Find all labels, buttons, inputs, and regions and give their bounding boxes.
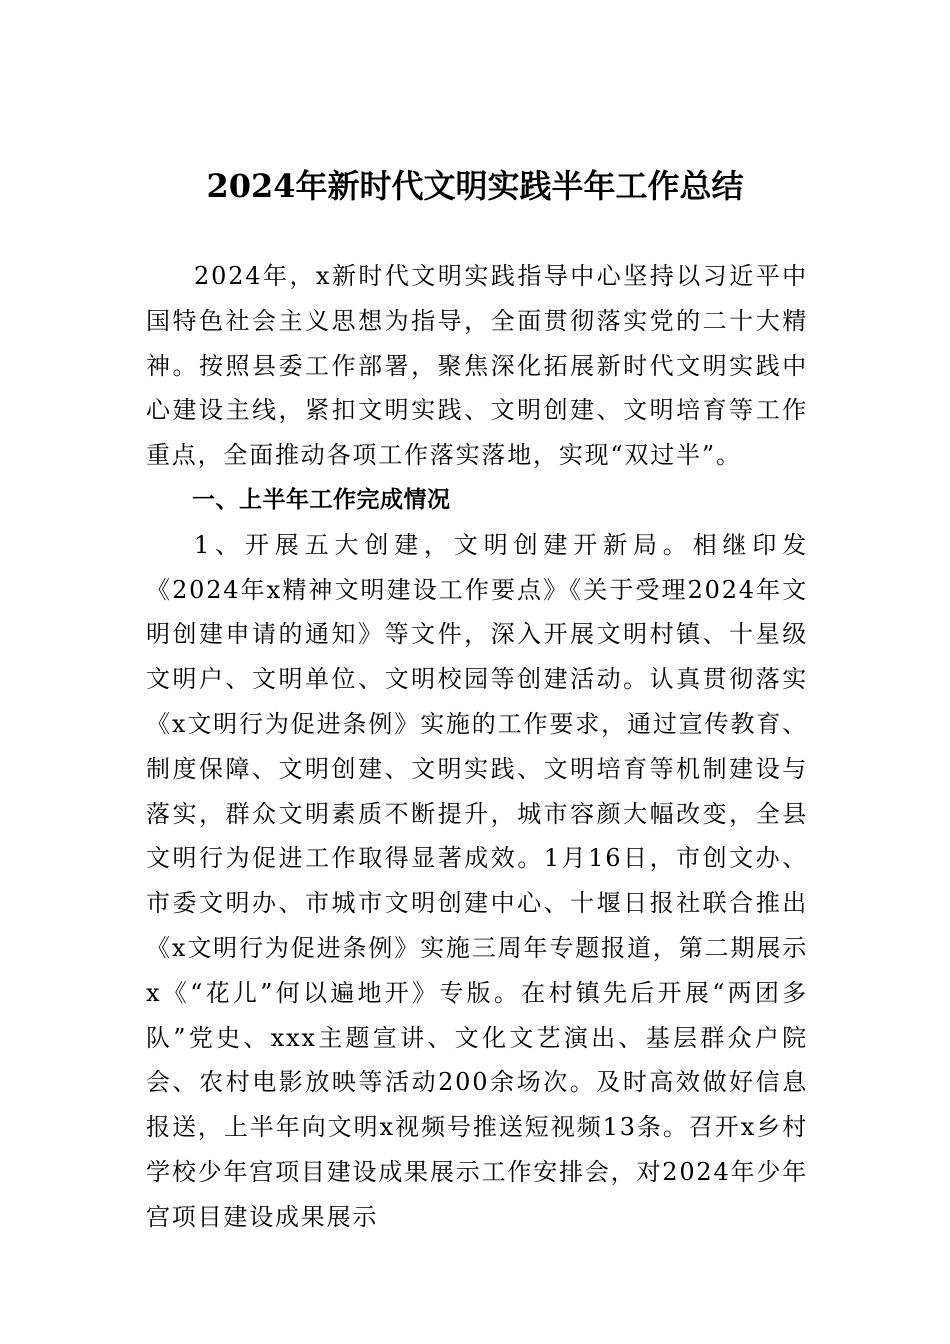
document-body [146, 254, 808, 1240]
intro-paragraph: 2024年，x新时代文明实践指导中心坚持以习近平中国特色社会主义思想为指导，全面贯彻落实党的二十大精神。按照县委工作部署，聚焦深化拓展新时代文明实践中心建设主线，紧扣文明实践、文明创建、文明培育等工作重点，全面推动各项工作落实落地，实现“双过半”。 [146, 262, 808, 470]
section-paragraph: 1、开展五大创建，文明创建开新局。相继印发《2024年x精神文明建设工作要点》《关于受理2024年文明创建申请的通知》等文件，深入开展文明村镇、十星级文明户、文明单位、文明校园等创建活动。认真贯彻落实《x文明行为促进条例》实施的工作要求，通过宣传教育、制度保障、文明创建、文明实践、文明培育等机制建设与落实，群众文明素质不断提升，城市容颜大幅改变，全县文明行为促进工作取得显著成效。1月16日，市创文办、市委文明办、市城市文明创建中心、十堰日报社联合推出《x文明行为促进条例》实施三周年专题报道，第二期展示x《“花儿”何以遍地开》专版。在村镇先后开展“两团多队”党史、xxx主题宣讲、文化文艺演出、基层群众户院会、农村电影放映等活动200余场次。及时高效做好信息报送，上半年向文明x视频号推送短视频13条。召开x乡村学校少年宫项目建设成果展示工作安排会，对2024年少年宫项目建设成果展示 [146, 530, 808, 1231]
document-title: 2024年新时代文明实践半年工作总结 [206, 167, 744, 205]
section-heading: 一、上半年工作完成情况 [192, 486, 451, 513]
